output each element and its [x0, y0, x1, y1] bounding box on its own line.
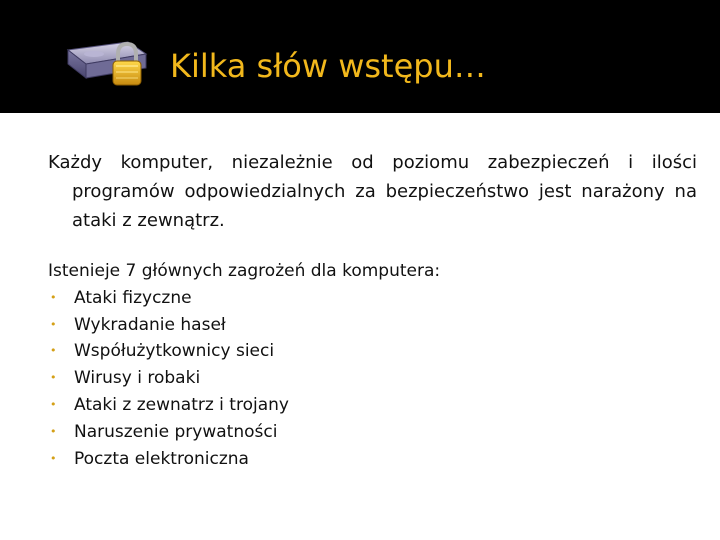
bullet-icon: •	[50, 397, 57, 411]
list-item	[48, 392, 668, 419]
threats-heading: Istenieje 7 głównych zagrożeń dla komputera:	[48, 261, 441, 281]
bullet-icon: •	[50, 344, 57, 358]
list-item-label: Ataki z zewnatrz i trojany	[74, 394, 289, 415]
list-item	[48, 285, 668, 312]
list-item	[48, 312, 668, 339]
list-item-label: Wirusy i robaki	[74, 368, 201, 389]
bullet-icon: •	[50, 451, 57, 465]
title-bar	[0, 0, 720, 113]
bullet-icon: •	[50, 317, 57, 331]
bullet-icon: •	[50, 290, 57, 304]
bullet-icon: •	[50, 371, 57, 385]
threat-list	[48, 285, 668, 473]
hard-drive-lock-icon	[62, 36, 152, 92]
list-item	[48, 338, 668, 365]
list-item-label: Naruszenie prywatności	[74, 421, 278, 442]
list-item	[48, 365, 668, 392]
bullet-icon: •	[50, 424, 57, 438]
list-item	[48, 446, 668, 473]
list-item-label: Poczta elektroniczna	[74, 448, 249, 469]
threats-section	[48, 258, 668, 472]
slide-title: Kilka słów wstępu…	[170, 47, 486, 85]
list-item	[48, 419, 668, 446]
list-item-label: Współużytkownicy sieci	[74, 341, 275, 362]
list-item-label: Wykradanie haseł	[74, 314, 226, 335]
intro-paragraph: Każdy komputer, niezależnie od poziomu zabezpieczeń i ilości programów odpowiedzialnych za bezpieczeństwo jest narażony na ataki z zewnątrz.	[48, 152, 697, 231]
list-item-label: Ataki fizyczne	[74, 287, 192, 308]
